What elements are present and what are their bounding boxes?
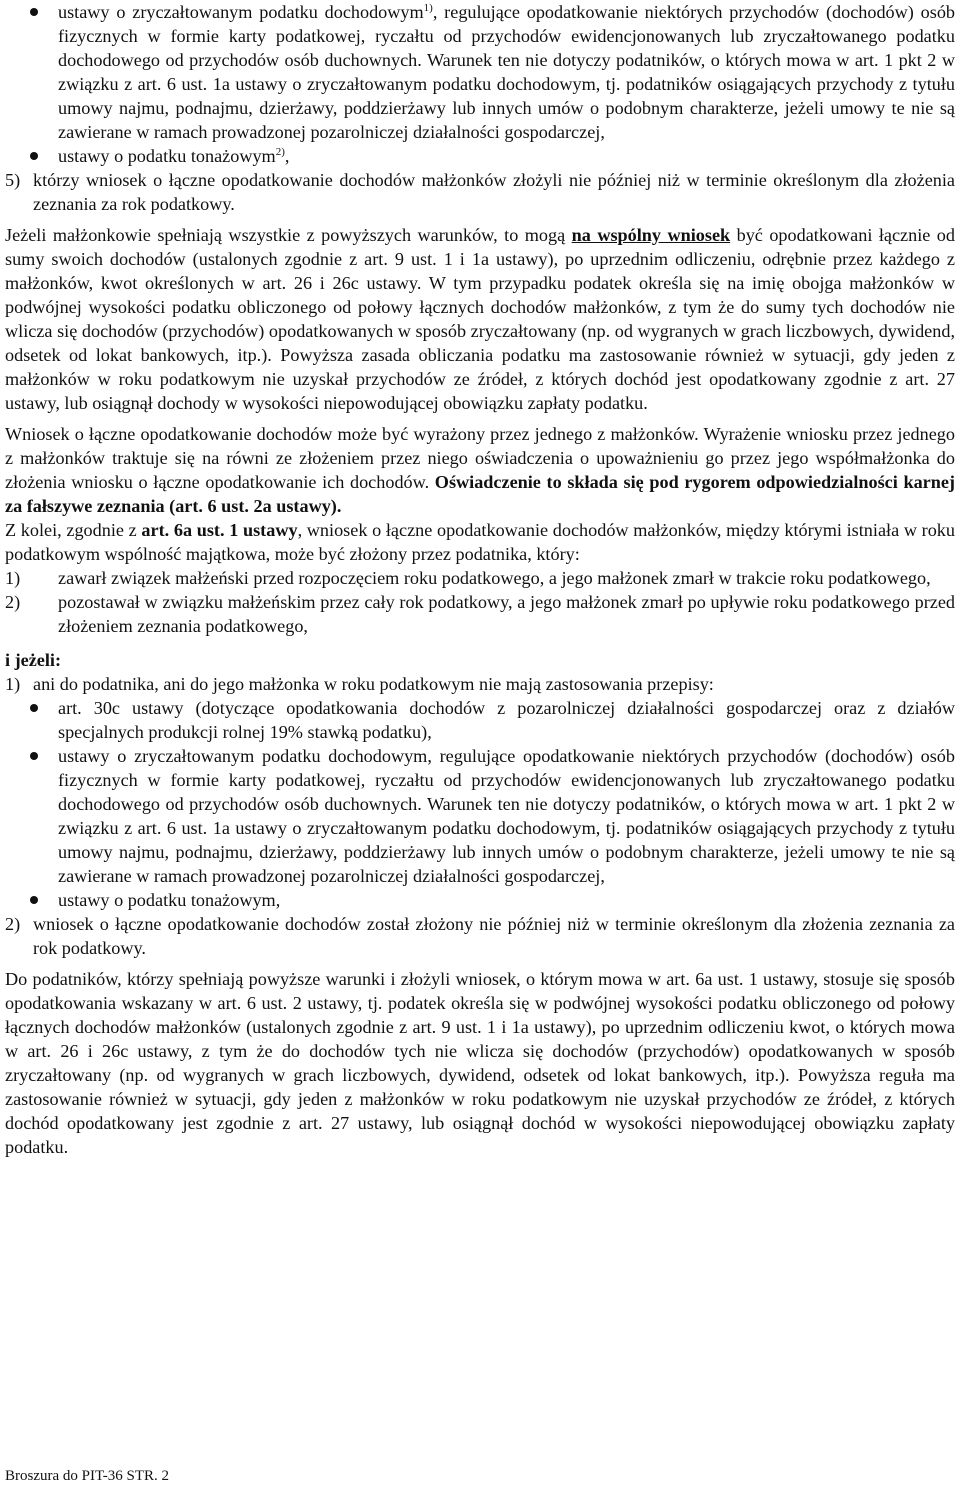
bullet-dot-icon	[30, 896, 38, 904]
item-text: zawarł związek małżeński przed rozpoczęciem roku podatkowego, a jego małżonek zmarł w trakcie roku podatkowego,	[58, 568, 931, 588]
bullet-dot-icon	[30, 8, 38, 16]
bullet-dot-icon	[30, 752, 38, 760]
footnote-ref: 1)	[423, 1, 433, 14]
bullet-text: , regulujące opodatkowanie niektórych przychodów (dochodów) osób fizycznych w formie karty podatkowej, ryczałtu od przychodów ewidencjonowanych lub zryczałtowanego podatku dochodowego od przychodów osób duchownych. Warunek ten nie dotyczy podatników, o których mowa w art. 1 pkt 2 w związku z art. 6 ust. 1a ustawy o zryczałtowanym podatku dochodowym, tj. podatników osiągających przychody z tytułu umowy najmu, podnajmu, dzierżawy, poddzierżawy lub innych umów o podobnym charakterze, jeżeli umowy te nie są zawierane w ramach prowadzonej pozarolniczej działalności gospodarczej,	[58, 2, 956, 142]
paragraph	[5, 422, 955, 518]
bullet-text: ustawy o zryczałtowanym podatku dochodowym, regulujące opodatkowanie niektórych przychodów (dochodów) osób fizycznych w formie karty podatkowej, ryczałtu od przychodów ewidencjonowanych lub zryczałtowanego podatku dochodowego od przychodów osób duchownych. Warunek ten nie dotyczy podatników, o których mowa w art. 1 pkt 2 w związku z art. 6 ust. 1a ustawy o zryczałtowanym podatku dochodowym, tj. podatników osiągających przychody z tytułu umowy najmu, podnajmu, dzierżawy, poddzierżawy lub innych umów o podobnym charakterze, jeżeli umowy te nie są zawierane w ramach prowadzonej pozarolniczej działalności gospodarczej,	[58, 746, 955, 886]
bullet-item	[5, 744, 955, 888]
paragraph-text: Jeżeli małżonkowie spełniają wszystkie z powyższych warunków, to mogą	[5, 225, 572, 245]
bullet-text: ustawy o podatku tonażowym,	[58, 890, 281, 910]
paragraph: Do podatników, którzy spełniają powyższe warunki i złożyli wniosek, o którym mowa w art. 6a ust. 1 ustawy, stosuje się sposób opodatkowania wskazany w art. 6 ust. 2 ustawy, tj. podatek określa się w podwójnej wysokości podatku obliczonego od połowy łącznych dochodów małżonków (ustalonych zgodnie z art. 9 ust. 1 i 1a ustawy), po uprzednim odliczeniu kwot, o których mowa w art. 26 i 26c ustawy, z tym że do dochodów tych nie wlicza się dochodów (przychodów) opodatkowanych w sposób zryczałtowany (np. od wygranych w grach liczbowych, dywidend, odsetek od lokat bankowych, itp.). Powyższa reguła ma zastosowanie również w sytuacji, gdy jeden z małżonków w roku podatkowym nie uzyskał przychodów ze źródeł, z których dochód opodatkowany jest zgodnie z art. 27 ustawy, lub osiągnął dochód w wysokości niepowodującej obowiązku zapłaty podatku.	[5, 969, 955, 1157]
numbered-item	[5, 168, 955, 216]
bullet-text: ,	[284, 146, 290, 166]
item-text: pozostawał w związku małżeńskim przez cały rok podatkowy, a jego małżonek zmarł po upływie roku podatkowego przed złożeniem zeznania podatkowego,	[58, 592, 955, 636]
numbered-item	[5, 672, 955, 696]
item-number: 1)	[5, 568, 21, 588]
bold-reference: art. 6a ust. 1 ustawy	[141, 520, 298, 540]
numbered-item	[5, 566, 955, 590]
paragraph-text: Z kolei, zgodnie z	[5, 520, 142, 540]
bullet-dot-icon	[30, 704, 38, 712]
bullet-item	[5, 144, 955, 168]
paragraph-text: Wniosek o łączne opodatkowanie dochodów może być wyrażony przez jednego z małżonków. Wyrażenie wniosku przez jednego z małżonków traktuje się na równi ze złożeniem przez niego oświadczenia o upoważnieniu go przez jego współmałżonka do złożenia wniosku o łączne opodatkowanie ich dochodów.	[5, 424, 955, 492]
paragraph	[5, 518, 955, 566]
item-number: 2)	[5, 592, 21, 612]
item-text: którzy wniosek o łączne opodatkowanie dochodów małżonków złożyli nie później niż w terminie określonym dla złożenia zeznania za rok podatkowy.	[33, 170, 955, 214]
item-text: wniosek o łączne opodatkowanie dochodów został złożony nie później niż w terminie określonym dla złożenia zeznania za rok podatkowy.	[33, 914, 955, 958]
numbered-item	[5, 912, 955, 960]
item-number: 5)	[5, 170, 21, 190]
page-footer: Broszura do PIT-36 STR. 2	[5, 1468, 170, 1484]
section-label: i jeżeli:	[5, 650, 62, 670]
item-text: ani do podatnika, ani do jego małżonka w roku podatkowym nie mają zastosowania przepisy:	[33, 674, 714, 694]
bullet-text: art. 30c ustawy (dotyczące opodatkowania dochodów z pozarolniczej działalności gospodarczej oraz z działów specjalnych produkcji rolnej 19% stawką podatku),	[58, 698, 955, 742]
bullet-item	[5, 0, 955, 144]
bullet-text: ustawy o zryczałtowanym podatku dochodowym	[58, 2, 424, 22]
bold-statement: Oświadczenie to składa się pod rygorem odpowiedzialności karnej za fałszywe zeznania (art. 6 ust. 2a ustawy).	[5, 472, 955, 516]
numbered-item	[5, 590, 955, 638]
paragraph	[5, 223, 955, 415]
footnote-ref: 2)	[275, 145, 285, 158]
bullet-dot-icon	[30, 152, 38, 160]
document-page	[5, 0, 955, 1159]
item-number: 1)	[5, 674, 21, 694]
bullet-item	[5, 696, 955, 744]
bullet-text: ustawy o podatku tonażowym	[58, 146, 276, 166]
item-number: 2)	[5, 914, 21, 934]
emphasis-text: na wspólny wniosek	[571, 225, 731, 245]
bullet-item	[5, 888, 955, 912]
paragraph-text: , wniosek o łączne opodatkowanie dochodów małżonków, między którymi istniała w roku podatkowym wspólność majątkowa, może być złożony przez podatnika, który:	[5, 520, 955, 564]
paragraph-text: być opodatkowani łącznie od sumy swoich dochodów (ustalonych zgodnie z art. 9 ust. 1 i 1a ustawy), po uprzednim odliczeniu, odrębnie przez każdego z małżonków, kwot określonych w art. 26 i 26c ustawy. W tym przypadku podatek określa się na imię obojga małżonków w podwójnej wysokości podatku obliczonego od połowy łącznych dochodów małżonków, z tym że do sumy tych dochodów nie wlicza się dochodów (przychodów) opodatkowanych w sposób zryczałtowany (np. od wygranych w grach liczbowych, dywidend, odsetek od lokat bankowych, itp.). Powyższa zasada obliczania podatku ma zastosowanie również w sytuacji, gdy jeden z małżonków w roku podatkowym nie uzyskał przychodów ze źródeł, z których dochód jest opodatkowany zgodnie z art. 27 ustawy, lub osiągnął dochody w wysokości niepowodującej obowiązku zapłaty podatku.	[5, 225, 955, 413]
